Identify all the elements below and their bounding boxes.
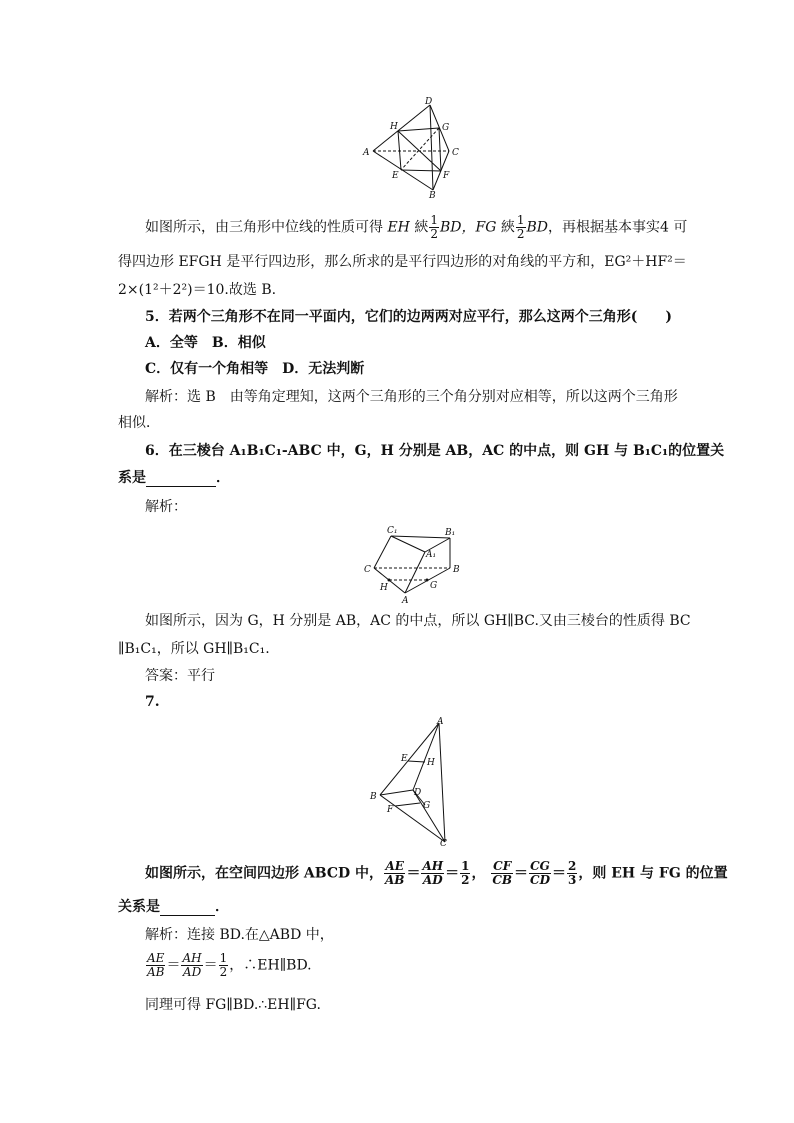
q6-answer: 答案：平行 xyxy=(145,668,215,684)
q5-options-ab: A．全等 B．相似 xyxy=(145,335,266,351)
answer-blank xyxy=(146,472,216,487)
fig2-label-b1: B₁ xyxy=(445,528,456,538)
q6-explanation-line2: ∥B₁C₁，所以 GH∥B₁C₁. xyxy=(118,641,270,657)
q5-analysis-line1: 解析：选 B 由等角定理知，这两个三角形的三个角分别对应相等，所以这两个三角形 xyxy=(145,389,678,405)
fig3-label-e: E xyxy=(401,754,408,764)
fig3-label-d: D xyxy=(414,788,422,798)
figure-frustum xyxy=(360,520,465,605)
q5-analysis-line2: 相似． xyxy=(118,415,160,431)
fig3-label-f: F xyxy=(387,805,394,815)
fig1-label-c: C xyxy=(452,148,459,158)
fraction-half: $\frac{1}{2}$ xyxy=(430,213,438,241)
q7-analysis-line3: 同理可得 FG∥BD.∴EH∥FG. xyxy=(145,997,321,1013)
q6-stem-line1: 6．在三棱台 A₁B₁C₁-ABC 中，G，H 分别是 AB，AC 的中点，则 GH 与 B₁C₁的位置关 xyxy=(145,443,725,459)
fig1-label-f: F xyxy=(443,171,450,181)
q6-explanation-line1: 如图所示，因为 G，H 分别是 AB，AC 的中点，所以 GH∥BC.又由三棱台的性质得 BC xyxy=(145,613,691,629)
q5-stem: 5．若两个三角形不在同一平面内，它们的边两两对应平行，那么这两个三角形( ) xyxy=(145,309,672,325)
fig3-label-h: H xyxy=(427,758,435,768)
answer-blank xyxy=(160,901,215,916)
fig3-label-g: G xyxy=(423,801,431,811)
q7-analysis-line2: $\frac{AE}{AB}$ ＝ $\frac{AH}{AD}$ ＝ $\frac{1}{2}$ ，∴EH∥BD. xyxy=(147,951,312,979)
fig3-label-a: A xyxy=(437,717,444,727)
fig3-label-c: C xyxy=(440,839,447,849)
fig3-label-b: B xyxy=(370,792,377,802)
fig2-label-a1: A₁ xyxy=(426,550,437,560)
fraction-half: $\frac{1}{2}$ xyxy=(516,213,525,241)
fig1-label-a: A xyxy=(363,148,370,158)
fig1-label-b: B xyxy=(429,191,436,200)
q4-explanation-line2: 得四边形 EFGH 是平行四边形，那么所求的是平行四边形的对角线的平方和，EG²＋HF²＝ xyxy=(118,254,687,270)
figure-spatial-quadrilateral xyxy=(365,715,455,850)
fig2-label-c: C xyxy=(364,565,371,575)
q7-stem-line2: 关系是 ． xyxy=(118,899,229,915)
q5-options-cd: C．仅有一个角相等 D．无法判断 xyxy=(145,361,365,377)
fig2-label-h: H xyxy=(380,583,388,593)
fig2-label-a: A xyxy=(402,596,409,605)
q6-analysis-label: 解析： xyxy=(145,499,187,515)
q7-stem-line1: 如图所示，在空间四边形 ABCD 中， $\frac{AE}{AB}$ ＝ $\frac{AH}{AD}$ ＝ $\frac{1}{2}$ ， $\frac{CF}{CB}$ ＝ $\frac{CG}{CD}$ ＝ $\frac{2}{3}$ ，则 EH 与 FG 的位置 xyxy=(145,859,728,887)
q7-number: 7. xyxy=(145,694,160,710)
fig1-label-h: H xyxy=(390,122,398,132)
fig1-label-g: G xyxy=(442,123,450,133)
fig1-label-d: D xyxy=(425,97,433,107)
q4-explanation-line1: 如图所示，由三角形中位线的性质可得 EH 綊 $\frac{1}{2}$ BD，FG 綊 $\frac{1}{2}$ BD，再根据基本事实4 可 xyxy=(145,213,688,241)
fig2-label-b: B xyxy=(453,565,460,575)
q7-analysis-line1: 解析：连接 BD.在△ABD 中， xyxy=(145,927,334,943)
figure-tetrahedron xyxy=(360,95,470,200)
q6-stem-line2: 系是 ． xyxy=(118,470,230,486)
fig2-label-c1: C₁ xyxy=(387,526,398,536)
q4-explanation-line3: 2×(1²＋2²)＝10.故选 B. xyxy=(118,282,277,298)
fig1-label-e: E xyxy=(392,171,399,181)
fig2-label-g: G xyxy=(430,581,438,591)
